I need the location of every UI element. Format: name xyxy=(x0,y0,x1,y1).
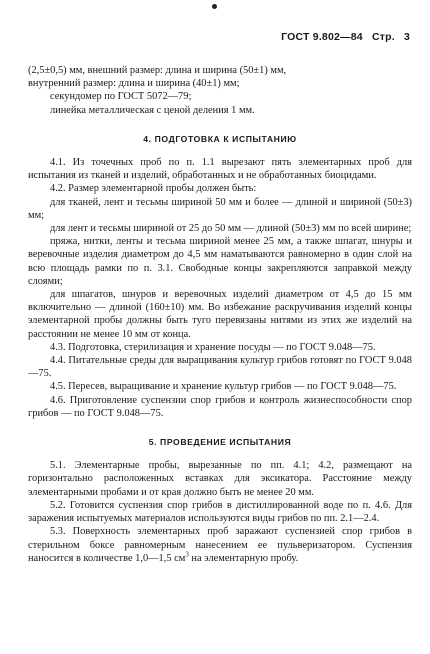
section-4-title: 4. ПОДГОТОВКА К ИСПЫТАНИЮ xyxy=(143,133,297,144)
superscript: 3 xyxy=(185,550,189,559)
intro-line: линейка металлическая с ценой деления 1 мм. xyxy=(50,104,255,116)
paragraph-text: 5.3. Поверхность элементарных проб заражают суспензией спор грибов в стерильном боксе равномерным нанесением ее пульверизатором. Суспензия наносится в количестве 1,0—1,5 см xyxy=(28,526,412,564)
paragraph: для лент и тесьмы шириной от 25 до 50 мм — длиной (50±3) мм по всей ширине; xyxy=(50,223,412,235)
intro-line: внутренний размер: длина и ширина (40±1) мм; xyxy=(28,78,240,90)
page-content xyxy=(28,64,412,565)
intro-line: секундомер по ГОСТ 5072—79; xyxy=(50,91,192,103)
paragraph: 5.1. Элементарные пробы, вырезанные по пп. 4.1; 4.2, размещают на горизонтально расположенных вставках для эксикатора. Расстояние между элементарными пробами и от края должно быть не менее 20 мм. xyxy=(28,460,412,498)
paragraph: 4.2. Размер элементарной пробы должен быть: xyxy=(50,183,257,195)
paragraph: для тканей, лент и тесьмы шириной 50 мм и более — длиной и шириной (50±3) мм; xyxy=(28,196,412,221)
paragraph: 4.6. Приготовление суспензии спор грибов и контроль жизнеспособности спор грибов — по ГОСТ 9.048—75. xyxy=(28,394,412,419)
page-header xyxy=(275,31,410,44)
page-number: 3 xyxy=(403,31,410,43)
ink-speck xyxy=(212,4,217,9)
gost-number: ГОСТ 9.802—84 xyxy=(281,31,363,43)
paragraph: 4.4. Питательные среды для выращивания культур грибов готовят по ГОСТ 9.048—75. xyxy=(28,355,412,380)
paragraph: 4.5. Пересев, выращивание и хранение культур грибов — по ГОСТ 9.048—75. xyxy=(50,381,397,393)
intro-line: (2,5±0,5) мм, внешний размер: длина и ширина (50±1) мм, xyxy=(28,65,287,76)
paragraph: 4.3. Подготовка, стерилизация и хранение посуды — по ГОСТ 9.048—75. xyxy=(50,341,376,353)
paragraph: для шпагатов, шнуров и веревочных изделий диаметром от 4,5 до 15 мм включительно — длиной (160±10) мм. Во избежание раскручивания изделий концы элементарной пробы должны быть туго перевязаны нитями из этих же изделий на расстоянии не менее 10 мм от конца. xyxy=(28,289,412,340)
page-label: Стр. xyxy=(371,31,395,43)
paragraph-text: на элементарную пробу. xyxy=(188,552,299,564)
paragraph xyxy=(28,525,412,565)
section-5-title: 5. ПРОВЕДЕНИЕ ИСПЫТАНИЯ xyxy=(148,437,292,448)
paragraph: 4.1. Из точечных проб по п. 1.1 вырезают пять элементарных проб для испытания из тканей и изделий, обработанных и не обработанных биоцидами. xyxy=(28,157,412,182)
paragraph: пряжа, нитки, ленты и тесьма шириной менее 25 мм, а также шпагат, шнуры и веревочные изделия диаметром до 4,5 мм наматываются равномерно в один слой на всю площадь рамки по п. 3.1. Свободные концы закрепляются заправкой между слоями; xyxy=(28,236,412,287)
paragraph: 5.2. Готовится суспензия спор грибов в дистиллированной воде по п. 4.6. Для заражения испытуемых материалов используются виды грибов по пп. 2.1—2.4. xyxy=(28,499,412,525)
